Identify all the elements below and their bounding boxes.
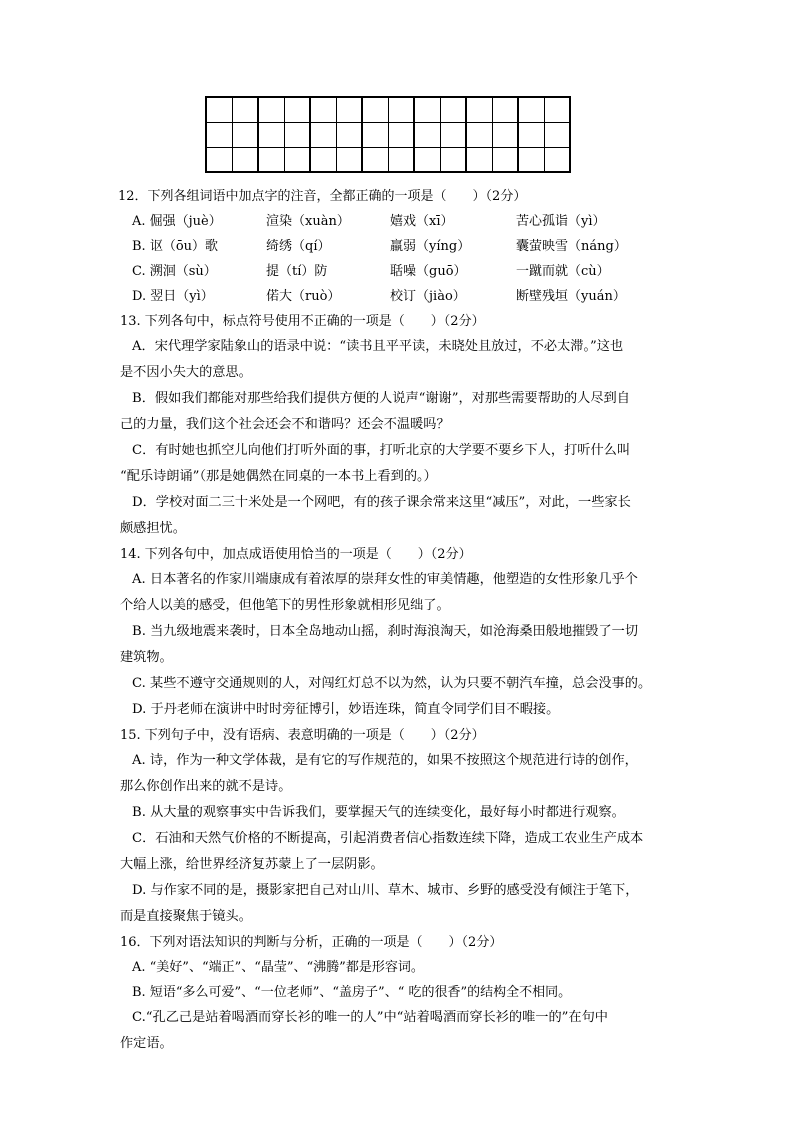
- q14-a-line1: A. 日本著名的作家川端康成有着浓厚的崇拜女性的审美情趣，他塑造的女性形象几乎个: [132, 572, 638, 587]
- q13-option-a: [120, 334, 680, 386]
- q13-b-line1: B．假如我们都能对那些给我们提供方便的人说声“谢谢”，对那些需要帮助的人尽到自: [132, 391, 630, 406]
- q16-option-c: [120, 1005, 680, 1057]
- q13-a-line1: A．宋代理学家陆象山的语录中说：“读书且平平读，未晓处且放过，不必太滞。”这也: [132, 339, 624, 354]
- q12-d-1: D. 翌日（yì）: [132, 289, 214, 304]
- q13-d-line2: 颇感担忧。: [120, 521, 186, 536]
- q13-b-line2: 己的力量，我们这个社会还会不和谐吗？还会不温暖吗？: [120, 417, 450, 432]
- q15-option-c: [120, 826, 680, 878]
- q13-stem: 13. 下列各句中，标点符号使用不正确的一项是（ ）（2分）: [120, 314, 485, 329]
- q13-a-line2: 是不因小失大的意思。: [120, 365, 252, 380]
- q12-a-1: A. 倔强（juè）: [132, 214, 222, 229]
- q12-c-3: 聒噪（guō）: [390, 264, 467, 279]
- q12-row-d: [120, 284, 680, 309]
- q15-c-line2: 大幅上涨，给世界经济复苏蒙上了一层阴影。: [120, 857, 384, 872]
- q12-row-b: [120, 234, 680, 259]
- q12-a-3: 嬉戏（xī）: [390, 214, 454, 229]
- q12-a-4: 苦心孤诣（yì）: [516, 214, 606, 229]
- q15-a-line1: A. 诗，作为一种文学体裁，是有它的写作规范的，如果不按照这个规范进行诗的创作，: [132, 753, 638, 768]
- q16-c-line2: 作定语。: [120, 1036, 173, 1051]
- q15-option-d: [120, 878, 680, 930]
- q16-c-line1: C.“孔乙己是站着喝酒而穿长衫的唯一的人”中“站着喝酒而穿长衫的唯一的”在句中: [132, 1010, 608, 1025]
- q13-option-d: [120, 490, 680, 542]
- q12-b-3: 羸弱（yíng）: [390, 239, 471, 254]
- q14-c-line1: C. 某些不遵守交通规则的人，对闯红灯总不以为然，认为只要不朝汽车撞，总会没事的。: [132, 676, 652, 691]
- q14-a-line2: 个给人以美的感受，但他笔下的男性形象就相形见绌了。: [120, 598, 450, 613]
- q15-option-a: [120, 748, 680, 800]
- q14-b-line2: 建筑物。: [120, 650, 173, 665]
- q12-c-2: 提（tí）防: [266, 264, 328, 279]
- q13-option-c: [120, 438, 680, 490]
- q14-option-d: [120, 697, 680, 723]
- q14-option-c: [120, 671, 680, 697]
- q12-b-2: 绮绣（qí）: [266, 239, 331, 254]
- q14-d-line1: D. 于丹老师在演讲中时时旁征博引，妙语连珠，简直令同学们目不暇接。: [132, 702, 560, 717]
- q13-d-line1: D．学校对面二三十米处是一个网吧，有的孩子课余常来这里“减压”，对此，一些家长: [132, 495, 631, 510]
- q12-row-a: [120, 209, 680, 234]
- q14-option-b: [120, 619, 680, 671]
- q14-stem: 14. 下列各句中，加点成语使用恰当的一项是（ ）（2分）: [120, 547, 472, 562]
- q12-c-1: C. 溯洄（sù）: [132, 264, 217, 279]
- q16-stem: 16．下列对语法知识的判断与分析，正确的一项是（ ）（2分）: [120, 935, 503, 950]
- q12-d-3: 校订（jiào）: [390, 289, 466, 304]
- q15-option-b: [120, 800, 680, 826]
- q15-c-line1: C．石油和天然气价格的不断提高，引起消费者信心指数连续下降，造成工农业生产成本: [132, 831, 644, 846]
- q12-c-4: 一蹴而就（cù）: [516, 264, 610, 279]
- answer-grid: [205, 96, 571, 173]
- q15-d-line2: 而是直接聚焦于镜头。: [120, 909, 252, 924]
- question-content: [120, 184, 680, 1057]
- q16-option-b: B. 短语“多么可爱”、“一位老师”、“盖房子”、“ 吃的很香”的结构全不相同。: [132, 985, 572, 1000]
- q12-d-4: 断壁残垣（yuán）: [516, 289, 626, 304]
- q12-d-2: 偌大（ruò）: [266, 289, 341, 304]
- q15-a-line2: 那么你创作出来的就不是诗。: [120, 779, 292, 794]
- q15-b-line1: B. 从大量的观察事实中告诉我们，要掌握天气的连续变化，最好每小时都进行观察。: [132, 805, 625, 820]
- q14-b-line1: B. 当九级地震来袭时，日本全岛地动山摇，刹时海浪淘天，如沧海桑田般地摧毁了一切: [132, 624, 639, 639]
- q13-c-line2: “配乐诗朗诵”（那是她偶然在同桌的一本书上看到的。）: [120, 469, 437, 484]
- q12-row-c: [120, 259, 680, 284]
- q12-stem: 12．下列各组词语中加点字的注音，全都正确的一项是（ ）（2分）: [118, 189, 527, 204]
- q14-option-a: [120, 567, 680, 619]
- q16-option-a: A. “美好”、“端正”、“晶莹”、“沸腾”都是形容词。: [132, 960, 424, 975]
- q13-option-b: [120, 386, 680, 438]
- q12-b-4: 囊萤映雪（náng）: [516, 239, 627, 254]
- q12-b-1: B. 讴（ōu）歌: [132, 239, 219, 254]
- q15-d-line1: D. 与作家不同的是，摄影家把自己对山川、草木、城市、乡野的感受没有倾注于笔下，: [132, 883, 639, 898]
- q15-stem: 15. 下列句子中，没有语病、表意明确的一项是（ ）（2分）: [120, 728, 485, 743]
- q13-c-line1: C．有时她也抓空儿向他们打听外面的事，打听北京的大学要不要乡下人，打听什么叫: [132, 443, 631, 458]
- q12-a-2: 渲染（xuàn）: [266, 214, 350, 229]
